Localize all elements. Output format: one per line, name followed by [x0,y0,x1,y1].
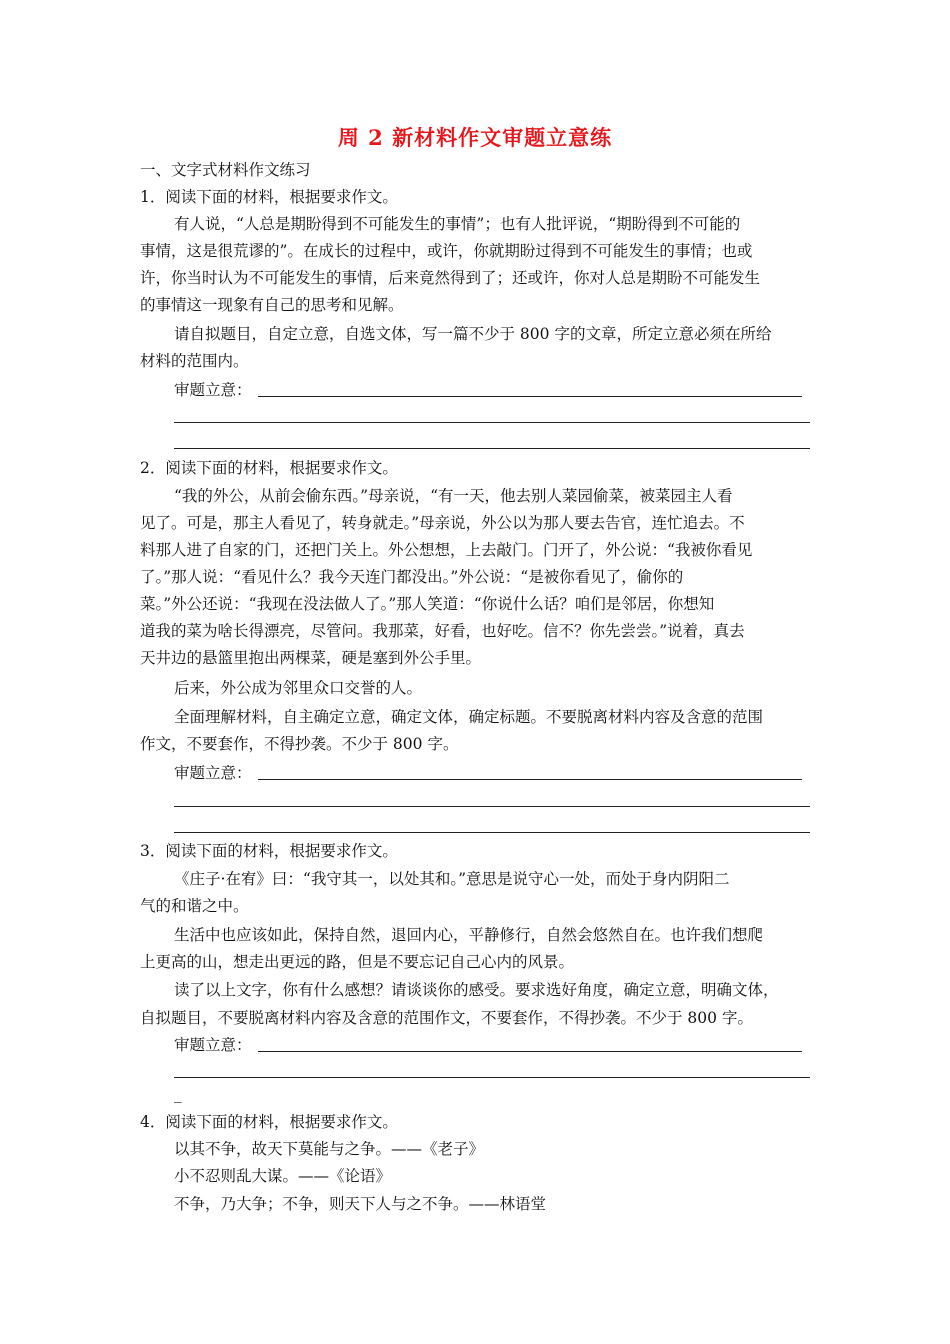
q2-paragraph-line: “我的外公，从前会偷东西。”母亲说，“有一天，他去别人菜园偷菜，被菜园主人看 [174,487,733,505]
q1-heading: 1．阅读下面的材料，根据要求作文。 [140,188,398,206]
q2-paragraph-line: 道我的菜为啥长得漂亮，尽管问。我那菜，好看，也好吃。信不？你先尝尝。”说着，真去 [140,622,745,640]
q2-paragraph-line: 了。”那人说：“看见什么？我今天连门都没出。”外公说：“是被你看见了，偷你的 [140,568,684,586]
q1-paragraph-line: 的事情这一现象有自己的思考和见解。 [140,296,404,314]
q3-dash: _ [174,1085,182,1103]
q3-heading: 3．阅读下面的材料，根据要求作文。 [140,842,398,860]
q3-paragraph-line: 气的和谐之中。 [140,897,249,915]
q2-paragraph-line: 天井边的悬篮里抱出两棵菜，硬是塞到外公手里。 [140,649,482,667]
q3-requirement-line: 自拟题目，不要脱离材料内容及含意的范围作文，不要套作，不得抄袭。不少于 800 字。 [140,1009,753,1027]
q1-requirement-line: 材料的范围内。 [140,352,249,370]
q1-requirement-line: 请自拟题目，自定立意，自选文体，写一篇不少于 800 字的文章，所定立意必须在所给 [174,325,772,343]
q2-answer-label: 审题立意： [174,764,252,782]
q3-answer-line[interactable] [258,1051,802,1052]
q4-heading: 4．阅读下面的材料，根据要求作文。 [140,1113,398,1131]
page-title: 周 2 新材料作文审题立意练 [337,125,613,150]
q2-heading: 2．阅读下面的材料，根据要求作文。 [140,459,398,477]
q3-answer-line[interactable] [174,1077,810,1078]
q1-answer-line[interactable] [174,448,810,449]
q2-requirement-line: 作文，不要套作，不得抄袭。不少于 800 字。 [140,735,459,753]
q2-paragraph-line: 菜。”外公还说：“我现在没法做人了。”那人笑道：“你说什么话？咱们是邻居，你想知 [140,595,715,613]
q2-paragraph-line: 料那人进了自家的门，还把门关上。外公想想，上去敲门。门开了，外公说：“我被你看见 [140,541,753,559]
q2-answer-line[interactable] [174,832,810,833]
q1-paragraph-line: 事情，这是很荒谬的”。在成长的过程中，或许，你就期盼过得到不可能发生的事情；也或 [140,242,753,260]
q1-answer-label: 审题立意： [174,381,252,399]
q3-paragraph-line: 生活中也应该如此，保持自然，退回内心，平静修行，自然会悠然自在。也许我们想爬 [174,926,764,944]
q2-paragraph-line: 后来，外公成为邻里众口交誉的人。 [174,679,423,697]
q3-paragraph-line: 上更高的山，想走出更远的路，但是不要忘记自己心内的风景。 [140,953,575,971]
q1-paragraph-line: 有人说，“人总是期盼得到不可能发生的事情”；也有人批评说，“期盼得到不可能的 [174,215,741,233]
q2-answer-line[interactable] [174,806,810,807]
q2-answer-line[interactable] [258,779,802,780]
q2-paragraph-line: 见了。可是，那主人看见了，转身就走。”母亲说，外公以为那人要去告官，连忙追去。不 [140,514,745,532]
q2-requirement-line: 全面理解材料，自主确定立意，确定文体，确定标题。不要脱离材料内容及含意的范围 [174,708,764,726]
section-heading: 一、文字式材料作文练习 [140,161,311,179]
q1-answer-line[interactable] [174,422,810,423]
q4-quote: 小不忍则乱大谋。——《论语》 [174,1167,392,1185]
q4-quote: 以其不争，故天下莫能与之争。——《老子》 [174,1140,485,1158]
q1-paragraph-line: 许，你当时认为不可能发生的事情，后来竟然得到了；还或许，你对人总是期盼不可能发生 [140,269,761,287]
q3-paragraph-line: 《庄子·在宥》曰：“我守其一，以处其和。”意思是说守心一处，而处于身内阴阳二 [174,870,730,888]
q3-answer-label: 审题立意： [174,1036,252,1054]
q3-requirement-line: 读了以上文字，你有什么感想？请谈谈你的感受。要求选好角度，确定立意，明确文体， [174,981,779,999]
q4-quote: 不争，乃大争；不争，则天下人与之不争。——林语堂 [174,1195,547,1213]
q1-answer-line[interactable] [258,396,802,397]
